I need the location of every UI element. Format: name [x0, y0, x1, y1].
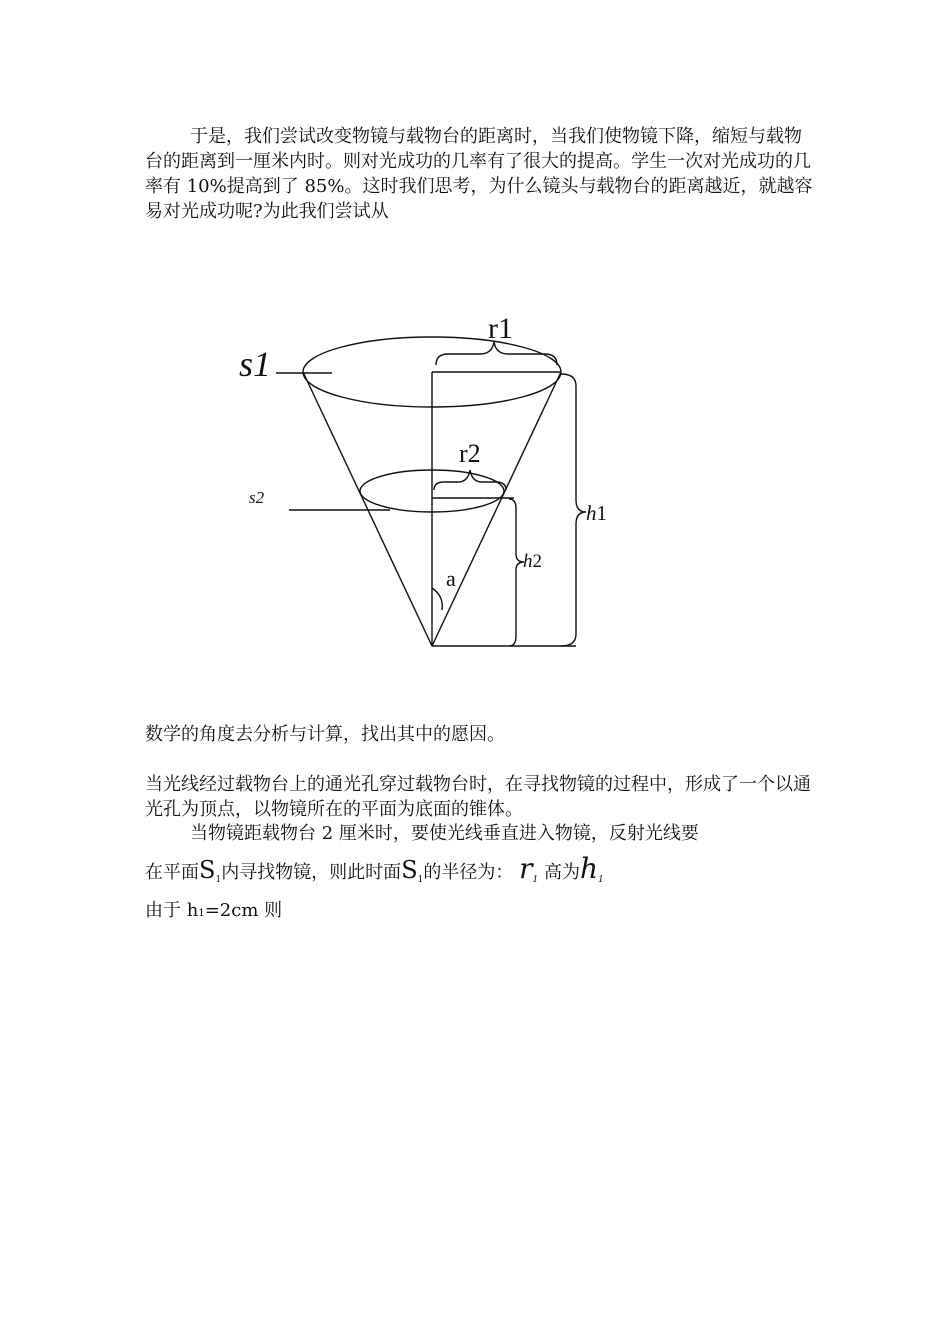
r2-brace: [434, 470, 506, 490]
label-r1: r1: [488, 312, 513, 345]
cone-side-left: [303, 372, 432, 646]
given-line: 由于 h1=2cm 则: [145, 900, 283, 921]
paragraph-intro: 于是，我们尝试改变物镜与载物台的距离时，当我们使物镜下降，缩短与载物台的距离到一厘米内时。则对光成功的几率有了很大的提高。学生一次对光成功的几率有 10%提高到了 85%。这时我们思考，为什么镜头与载物台的距离越近，就越容易对光成功呢?为此我们尝试从: [145, 126, 813, 222]
label-s2: s2: [249, 488, 265, 507]
label-angle: a: [446, 566, 456, 591]
var-s1-second: $S_1$: [401, 856, 424, 885]
paragraph-light: 当光线经过载物台上的通光孔穿过载物台时，在寻找物镜的过程中，形成了一个以通光孔为顶点，以物镜所在的平面为底面的锥体。: [145, 774, 811, 820]
paragraph-objective: 当物镜距载物台 2 厘米时，要使光线垂直进入物镜，反射光线要: [190, 823, 699, 844]
label-s1: s1: [239, 344, 272, 384]
r1-brace: [436, 342, 557, 365]
var-r1: $r_1$: [519, 852, 539, 885]
h2-brace: [509, 499, 524, 646]
cone-side-right: [432, 372, 561, 646]
h1-brace: [561, 374, 586, 646]
label-h1: h1: [586, 501, 607, 525]
formula-line: 在平面$S_1$内寻找物镜，则此时面$S_1$的半径为： $r_1$ 高为$h_1$: [145, 852, 604, 885]
paragraph-math: 数学的角度去分析与计算，找出其中的愿因。: [145, 724, 505, 745]
angle-arc: [432, 588, 442, 610]
label-r2: r2: [459, 439, 481, 468]
var-s1: $S_1$: [199, 856, 222, 885]
label-h2: h2: [523, 551, 542, 572]
var-h1: $h_1$: [579, 852, 604, 885]
